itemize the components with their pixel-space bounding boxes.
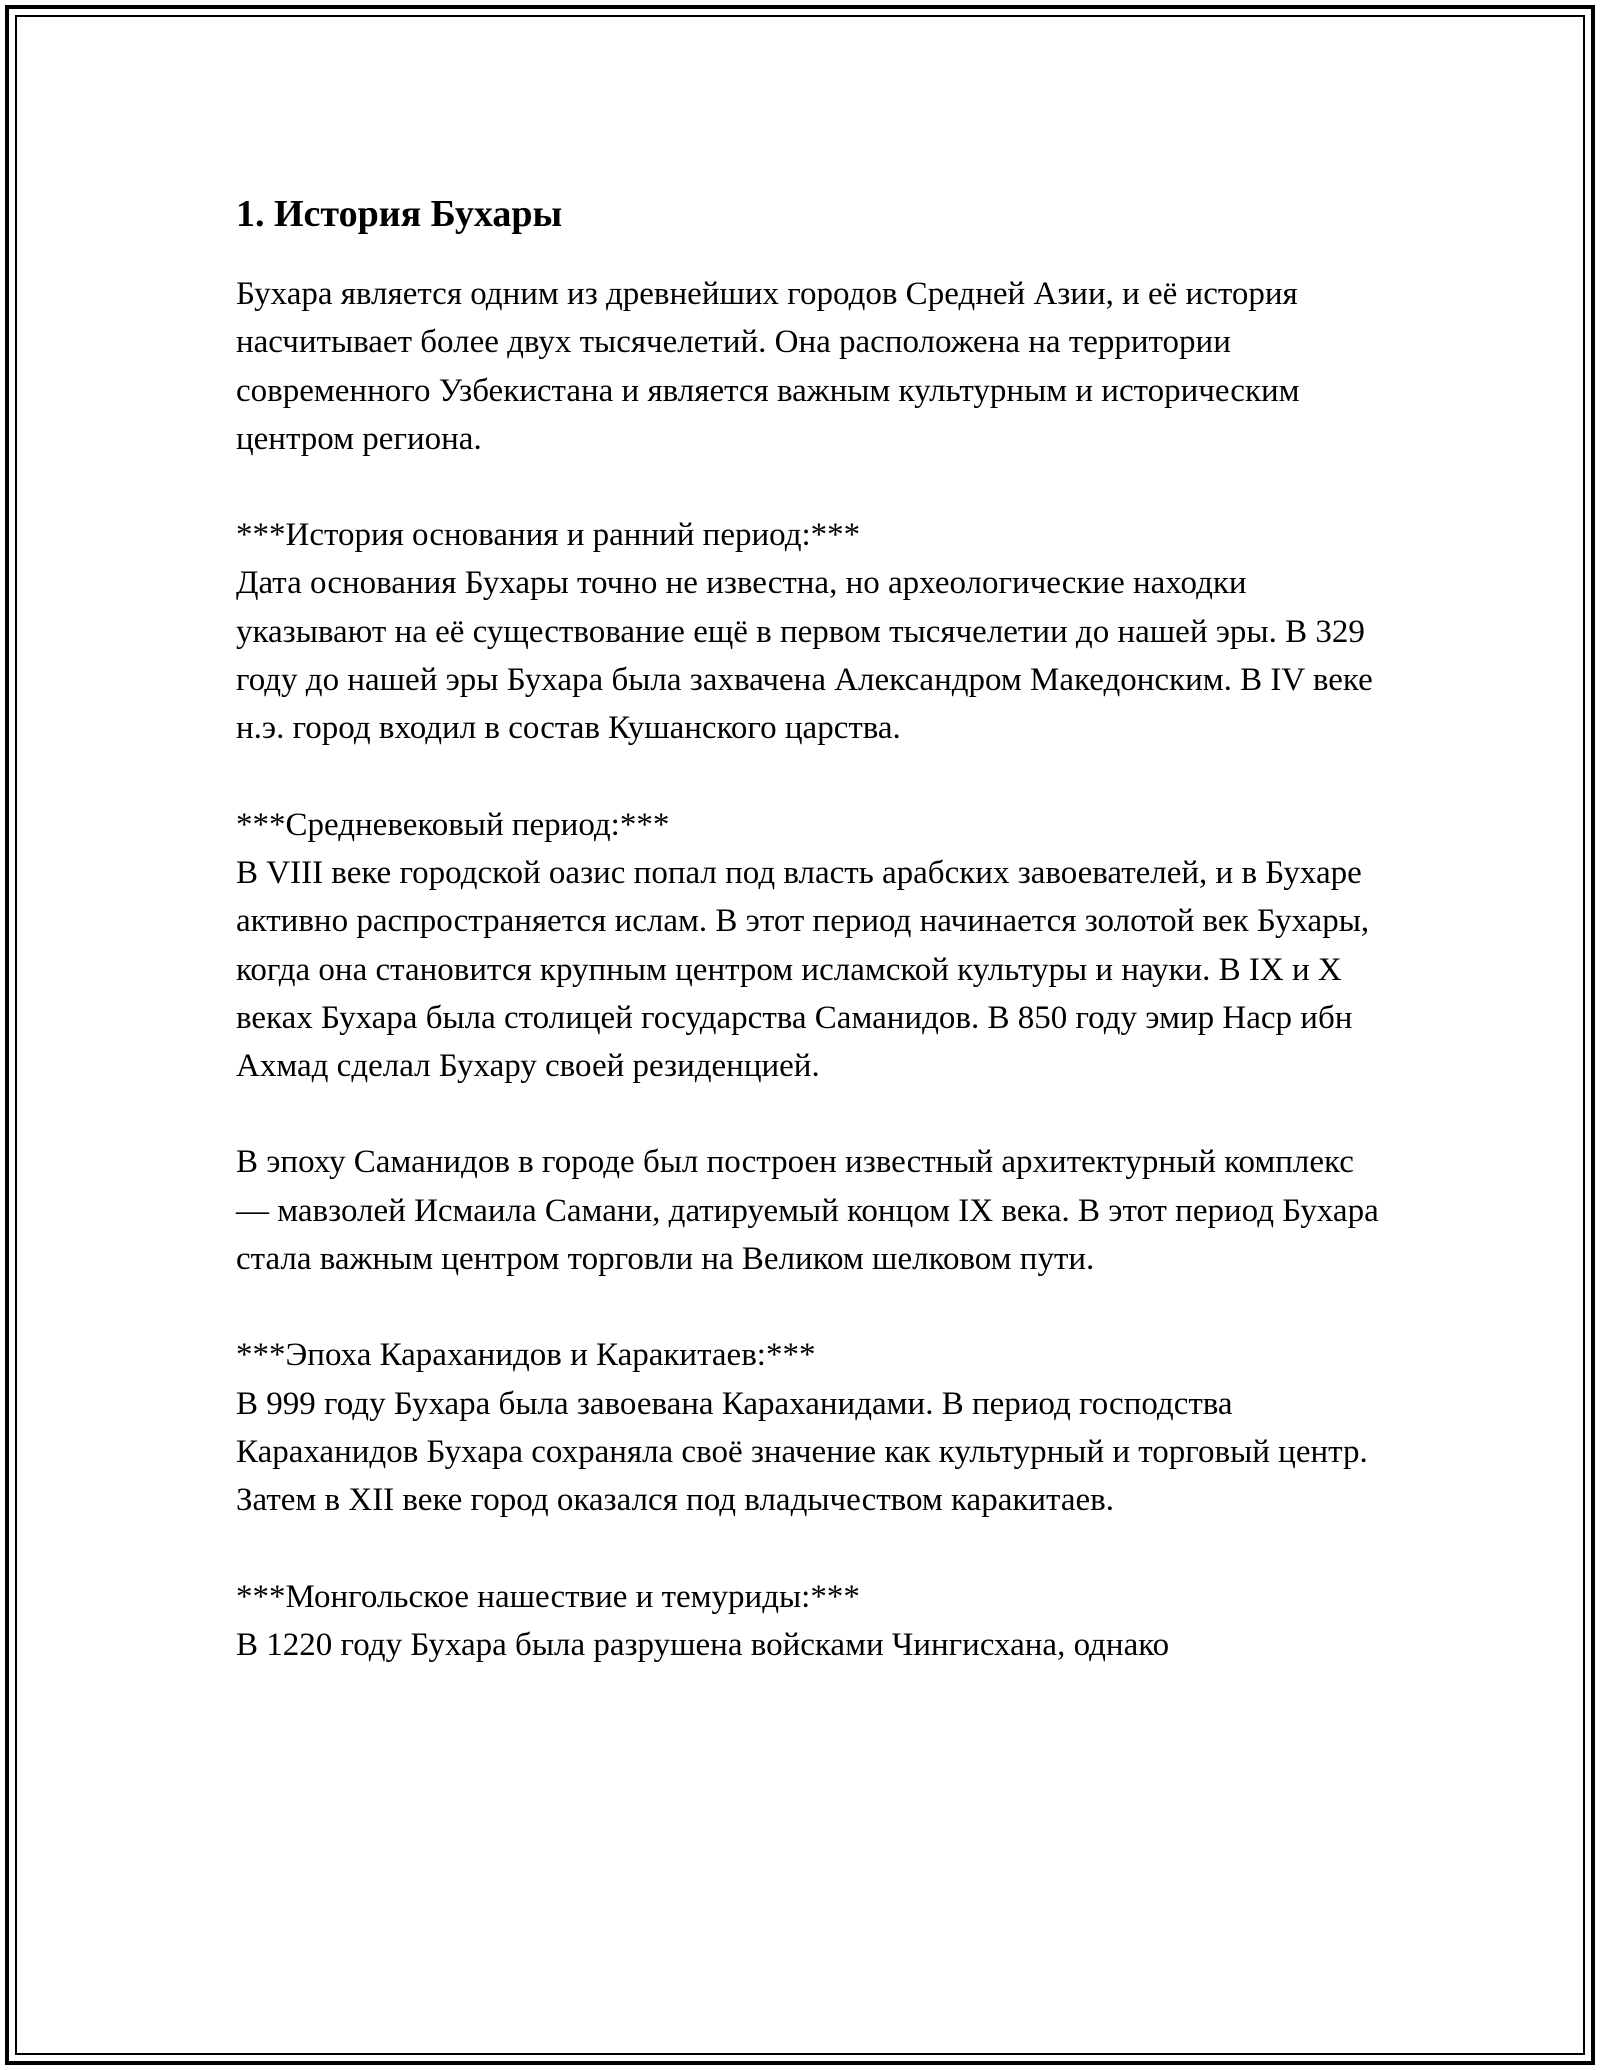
paragraph-text: В 1220 году Бухара была разрушена войсками Чингисхана, однако (236, 1626, 1170, 1663)
paragraph-text: Дата основания Бухары точно не известна, но археологические находки указывают на её существование ещё в первом тысячелетии до нашей эры. В 329 году до нашей эры Бухара была захвачена Александром Македонским. В IV веке н.э. город входил в состав Кушанского царства. (236, 565, 1373, 747)
paragraph-text: Бухара является одним из древнейших городов Средней Азии, и её история насчитывает более двух тысячелетий. Она расположена на территории современного Узбекистана и является важным культурным и историческим центром региона. (236, 276, 1300, 457)
paragraph-text: В 999 году Бухара была завоевана Караханидами. В период господства Караханидов Бухара сохраняла своё значение как культурный и торговый центр. Затем в XII веке город оказался под владычеством каракитаев. (236, 1385, 1368, 1519)
paragraph-text: В VIII веке городской оазис попал под власть арабских завоевателей, и в Бухаре активно распространяется ислам. В этот период начинается золотой век Бухары, когда она становится крупным центром исламской культуры и науки. В IX и X веках Бухара была столицей государства Саманидов. В 850 году эмир Наср ибн Ахмад сделал Бухару своей резиденцией. (236, 854, 1370, 1085)
section-heading: ***Монгольское нашествие и темуриды:*** (236, 1578, 860, 1615)
paragraph-mongols (236, 1573, 1386, 1670)
paragraph-karakhanids (236, 1331, 1386, 1524)
paragraph-samanids (236, 1138, 1386, 1283)
section-heading: ***Средневековый период:*** (236, 806, 670, 843)
paragraph-medieval (236, 801, 1386, 1091)
document-title: 1. История Бухары (236, 193, 563, 235)
paragraph-text: В эпоху Саманидов в городе был построен известный архитектурный комплекс — мавзолей Исмаила Самани, датируемый концом IX века. В этот период Бухара стала важным центром торговли на Великом шелковом пути. (236, 1144, 1379, 1278)
section-heading: ***Эпоха Караханидов и Каракитаев:*** (236, 1337, 816, 1374)
document-page (236, 188, 1386, 1717)
paragraph-intro (236, 270, 1386, 463)
paragraph-founding (236, 511, 1386, 752)
section-heading: ***История основания и ранний период:*** (236, 517, 861, 554)
